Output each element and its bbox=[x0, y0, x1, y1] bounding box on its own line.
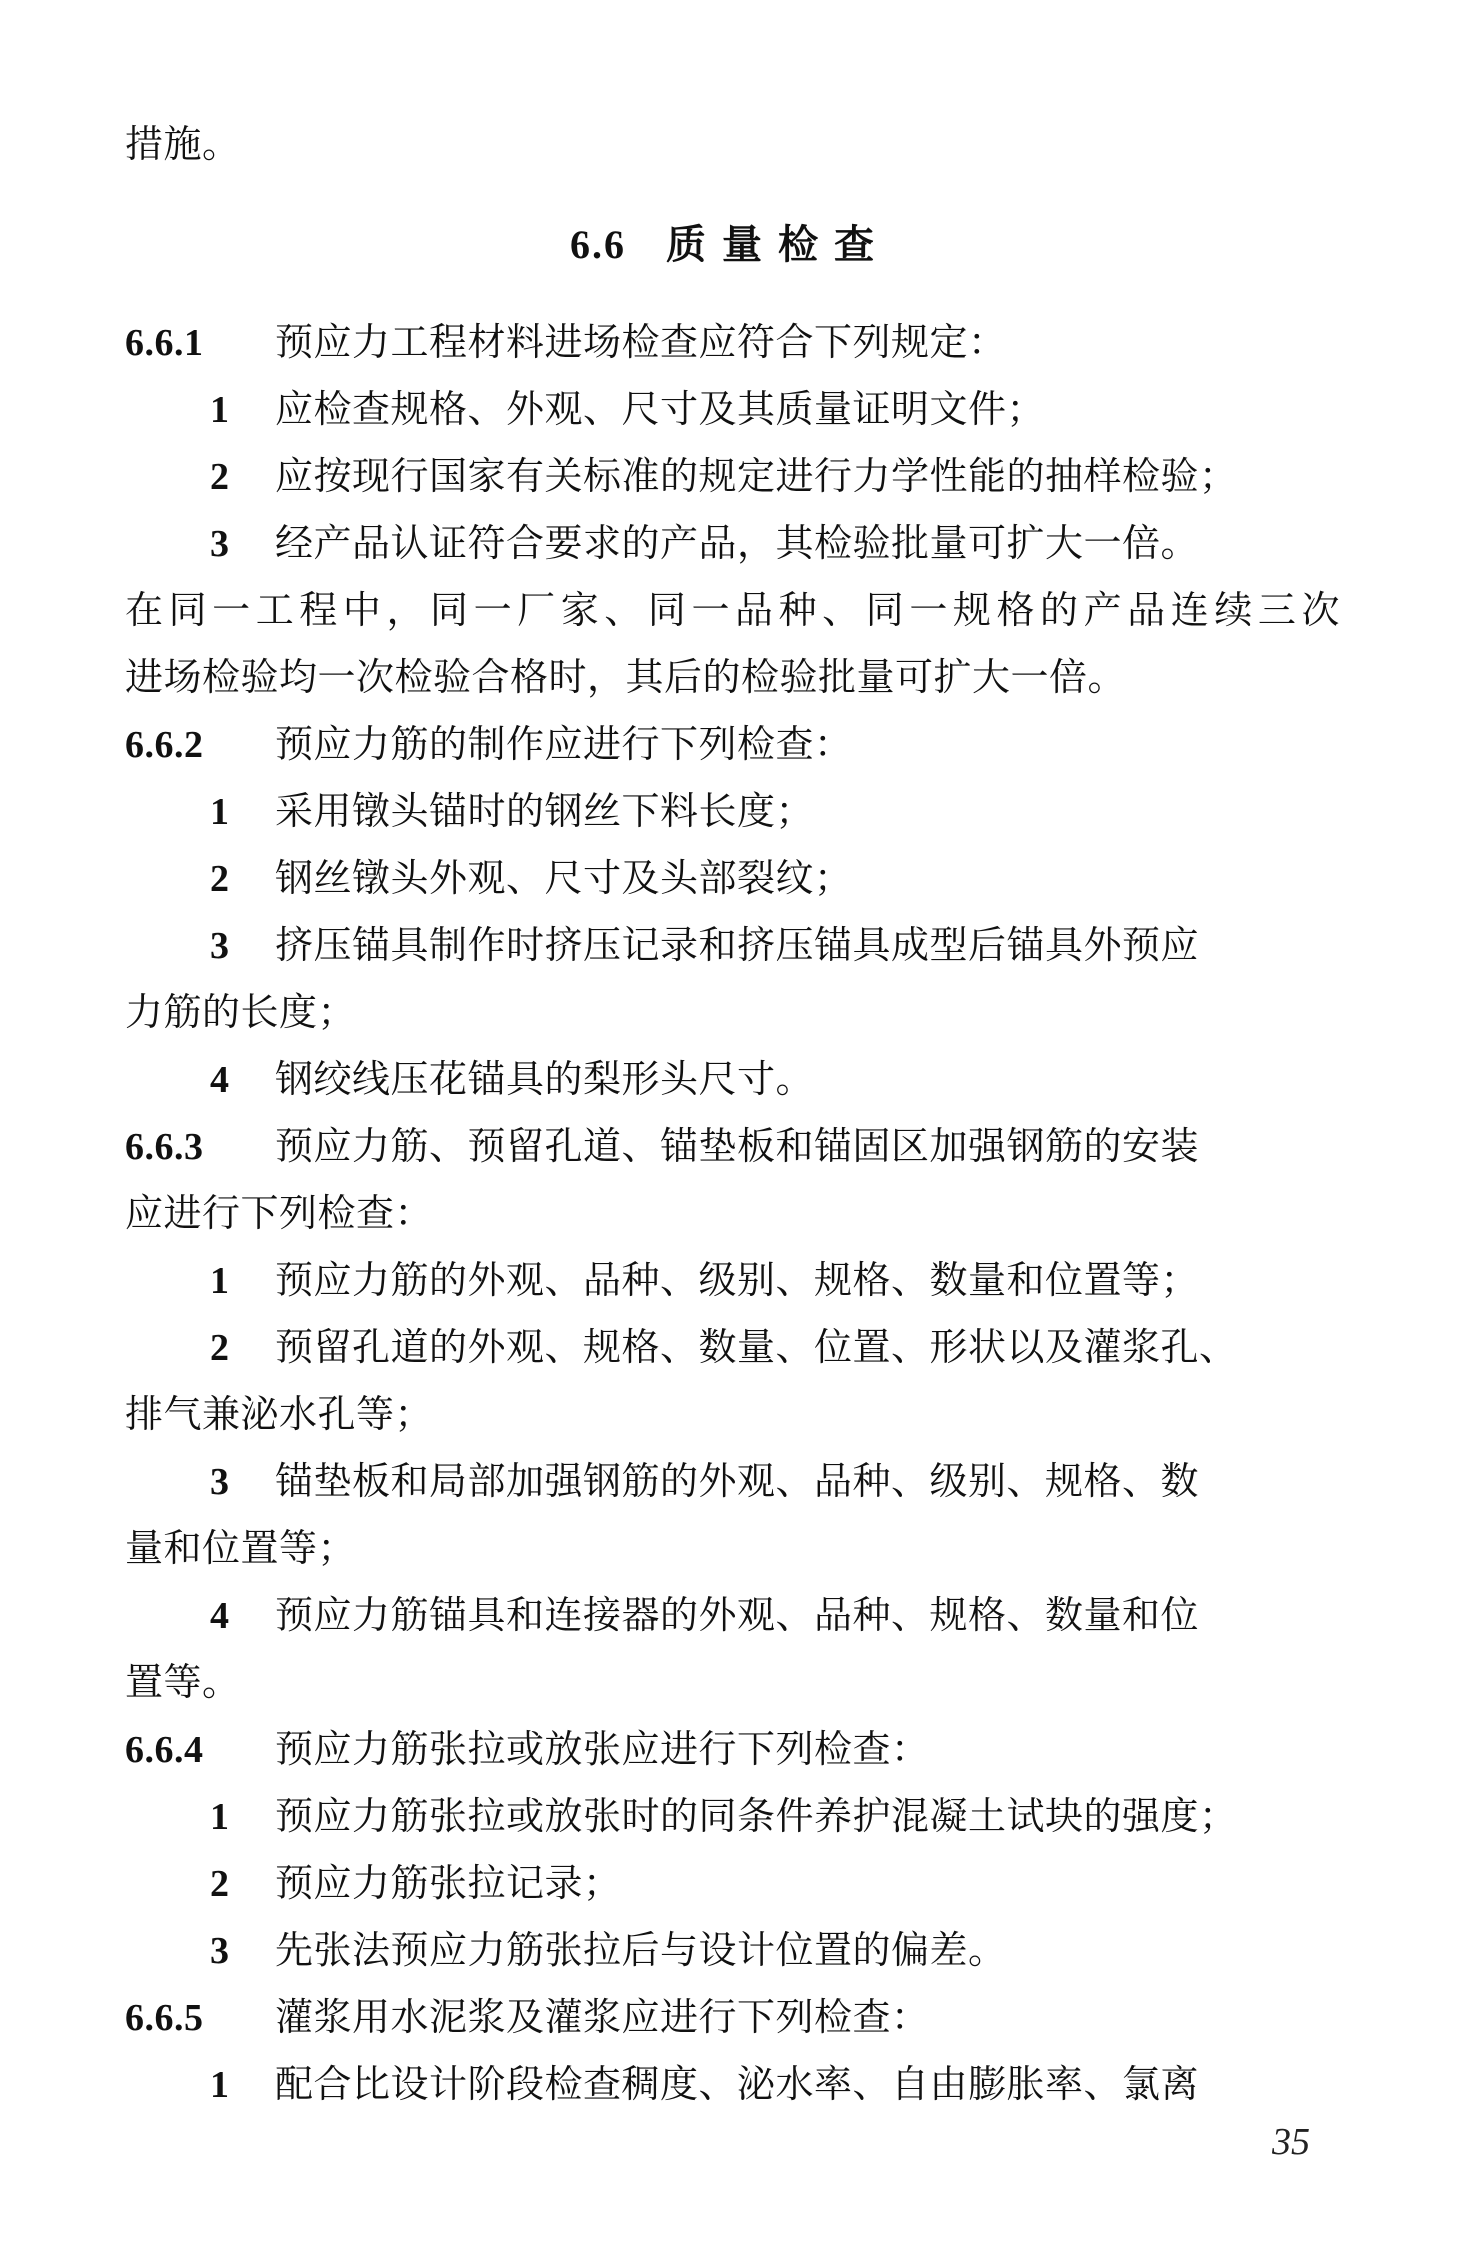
item-line bbox=[210, 1859, 622, 1908]
item-line bbox=[210, 452, 1238, 501]
clause-line bbox=[125, 1725, 930, 1774]
text-line bbox=[125, 1524, 356, 1572]
clause-number: 6.6.5 bbox=[125, 1997, 204, 2039]
item-number: 2 bbox=[210, 1863, 230, 1905]
line-text: 预应力筋的制作应进行下列检查： bbox=[275, 722, 853, 766]
item-number: 3 bbox=[210, 1461, 230, 1503]
item-line bbox=[210, 921, 1199, 970]
line-text: 预应力筋锚具和连接器的外观、品种、规格、数量和位 bbox=[275, 1593, 1200, 1637]
text-line bbox=[125, 586, 1340, 634]
clause-line bbox=[125, 720, 853, 769]
item-line bbox=[210, 1256, 1199, 1305]
item-line bbox=[210, 1055, 814, 1104]
line-text: 预留孔道的外观、规格、数量、位置、形状以及灌浆孔、 bbox=[275, 1325, 1238, 1369]
item-line bbox=[210, 1591, 1199, 1640]
item-number: 2 bbox=[210, 456, 230, 498]
line-text: 进场检验均一次检验合格时，其后的检验批量可扩大一倍。 bbox=[125, 655, 1127, 699]
item-number: 2 bbox=[210, 858, 230, 900]
page-number: 35 bbox=[1272, 2121, 1310, 2163]
line-text: 置等。 bbox=[125, 1660, 241, 1704]
line-text: 措施。 bbox=[125, 122, 241, 166]
line-text: 应检查规格、外观、尺寸及其质量证明文件； bbox=[275, 387, 1046, 431]
line-text: 先张法预应力筋张拉后与设计位置的偏差。 bbox=[275, 1928, 1007, 1972]
line-text: 在同一工程中，同一厂家、同一品种、同一规格的产品连续三次 bbox=[125, 588, 1340, 632]
text-line bbox=[125, 120, 241, 168]
line-text: 力筋的长度； bbox=[125, 990, 357, 1034]
line-text: 挤压锚具制作时挤压记录和挤压锚具成型后锚具外预应 bbox=[275, 923, 1200, 967]
line-text: 预应力筋张拉或放张时的同条件养护混凝土试块的强度； bbox=[275, 1794, 1238, 1838]
item-line bbox=[210, 2060, 1199, 2109]
line-text: 应按现行国家有关标准的规定进行力学性能的抽样检验； bbox=[275, 454, 1238, 498]
section-number: 6.6 bbox=[570, 222, 626, 267]
item-line bbox=[210, 1457, 1199, 1506]
clause-line bbox=[125, 318, 1007, 367]
line-text: 钢绞线压花锚具的梨形头尺寸。 bbox=[275, 1057, 815, 1101]
line-text: 预应力筋、预留孔道、锚垫板和锚固区加强钢筋的安装 bbox=[275, 1124, 1200, 1168]
line-text: 量和位置等； bbox=[125, 1526, 357, 1570]
line-text: 经产品认证符合要求的产品，其检验批量可扩大一倍。 bbox=[275, 521, 1200, 565]
text-line bbox=[125, 653, 1126, 701]
text-line bbox=[125, 1390, 433, 1438]
clause-number: 6.6.2 bbox=[125, 724, 204, 766]
item-line bbox=[210, 519, 1199, 568]
text-line bbox=[125, 1658, 241, 1706]
item-line bbox=[210, 854, 853, 903]
item-number: 1 bbox=[210, 1260, 230, 1302]
clause-number: 6.6.3 bbox=[125, 1126, 204, 1168]
item-line bbox=[210, 385, 1045, 434]
clause-line bbox=[125, 1993, 930, 2042]
line-text: 预应力筋的外观、品种、级别、规格、数量和位置等； bbox=[275, 1258, 1200, 1302]
line-text: 排气兼泌水孔等； bbox=[125, 1392, 434, 1436]
item-line bbox=[210, 1323, 1238, 1372]
item-number: 4 bbox=[210, 1059, 230, 1101]
item-number: 3 bbox=[210, 925, 230, 967]
section-heading bbox=[0, 220, 1460, 270]
item-line bbox=[210, 787, 814, 836]
line-text: 钢丝镦头外观、尺寸及头部裂纹； bbox=[275, 856, 853, 900]
text-line bbox=[125, 988, 356, 1036]
item-number: 1 bbox=[210, 791, 230, 833]
item-line bbox=[210, 1792, 1238, 1841]
item-number: 2 bbox=[210, 1327, 230, 1369]
item-number: 1 bbox=[210, 2064, 230, 2106]
item-line bbox=[210, 1926, 1007, 1975]
line-text: 锚垫板和局部加强钢筋的外观、品种、级别、规格、数 bbox=[275, 1459, 1200, 1503]
line-text: 预应力筋张拉或放张应进行下列检查： bbox=[275, 1727, 930, 1771]
item-number: 1 bbox=[210, 1796, 230, 1838]
item-number: 4 bbox=[210, 1595, 230, 1637]
line-text: 采用镦头锚时的钢丝下料长度； bbox=[275, 789, 815, 833]
clause-number: 6.6.1 bbox=[125, 322, 204, 364]
line-text: 应进行下列检查： bbox=[125, 1191, 434, 1235]
line-text: 灌浆用水泥浆及灌浆应进行下列检查： bbox=[275, 1995, 930, 2039]
line-text: 预应力工程材料进场检查应符合下列规定： bbox=[275, 320, 1007, 364]
text-line bbox=[125, 1189, 433, 1237]
clause-number: 6.6.4 bbox=[125, 1729, 204, 1771]
line-text: 预应力筋张拉记录； bbox=[275, 1861, 622, 1905]
clause-line bbox=[125, 1122, 1199, 1171]
section-title: 质量检查 bbox=[666, 221, 890, 268]
line-text: 配合比设计阶段检查稠度、泌水率、自由膨胀率、氯离 bbox=[275, 2062, 1200, 2106]
item-number: 3 bbox=[210, 1930, 230, 1972]
item-number: 3 bbox=[210, 523, 230, 565]
item-number: 1 bbox=[210, 389, 230, 431]
